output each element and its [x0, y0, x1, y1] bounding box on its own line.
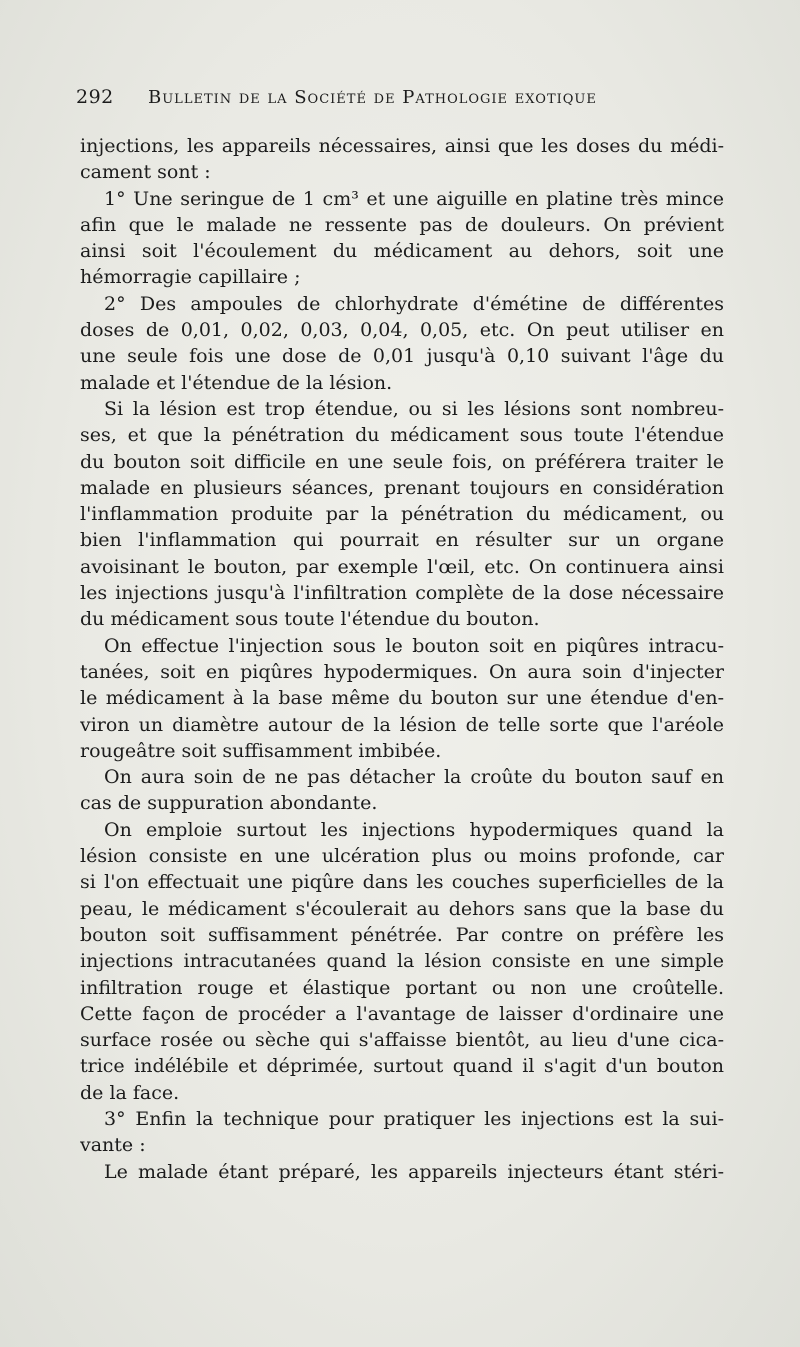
text-line: On effectue l'injection sous le bouton soit en piqûres intracu-	[104, 634, 724, 657]
text-line: cas de suppuration abondante.	[80, 792, 378, 815]
text-line: une seule fois une dose de 0,01 jusqu'à 0,10 suivant l'âge du	[80, 345, 724, 368]
text-line: cament sont :	[80, 161, 211, 184]
text-line: Si la lésion est trop étendue, ou si les lésions sont nombreu-	[104, 397, 724, 420]
text-line: afin que le malade ne ressente pas de douleurs. On prévient	[80, 213, 724, 236]
text-line: injections intracutanées quand la lésion consiste en une simple	[80, 950, 724, 973]
text-line: injections, les appareils nécessaires, ainsi que les doses du médi-	[80, 135, 724, 157]
page-header	[76, 86, 724, 116]
text-line: 1° Une seringue de 1 cm³ et une aiguille en platine très mince	[104, 187, 724, 210]
text-line: les injections jusqu'à l'infiltration complète de la dose nécessaire	[80, 582, 724, 605]
text-line: peau, le médicament s'écoulerait au dehors sans que la base du	[80, 897, 724, 920]
text-line: du médicament sous toute l'étendue du bouton.	[80, 608, 540, 631]
text-line: tanées, soit en piqûres hypodermiques. On aura soin d'injecter	[80, 660, 724, 683]
text-line: ainsi soit l'écoulement du médicament au dehors, soit une	[80, 240, 724, 263]
text-line: On emploie surtout les injections hypodermiques quand la	[104, 818, 724, 841]
text-line: hémorragie capillaire ;	[80, 266, 301, 289]
text-line: surface rosée ou sèche qui s'affaisse bientôt, au lieu d'une cica-	[80, 1029, 724, 1052]
text-line: avoisinant le bouton, par exemple l'œil, etc. On continuera ainsi	[80, 555, 724, 578]
text-line: du bouton soit difficile en une seule fois, on préférera traiter le	[80, 450, 724, 473]
text-line: On aura soin de ne pas détacher la croûte du bouton sauf en	[104, 766, 724, 789]
text-line: infiltration rouge et élastique portant ou non une croûtelle.	[80, 976, 724, 999]
text-line: rougeâtre soit suffisamment imbibée.	[80, 739, 442, 762]
text-line: lésion consiste en une ulcération plus ou moins profonde, car	[80, 845, 724, 868]
text-line: bien l'inflammation qui pourrait en résulter sur un organe	[80, 529, 724, 552]
text-line: Le malade étant préparé, les appareils injecteurs étant stéri-	[104, 1160, 724, 1183]
body-text	[80, 133, 724, 1185]
text-line: de la face.	[80, 1081, 180, 1104]
text-line: doses de 0,01, 0,02, 0,03, 0,04, 0,05, etc. On peut utiliser en	[80, 319, 724, 342]
text-line: bouton soit suffisamment pénétrée. Par contre on préfère les	[80, 923, 724, 946]
text-line: l'inflammation produite par la pénétration du médicament, ou	[80, 503, 724, 526]
text-line: Cette façon de procéder a l'avantage de laisser d'ordinaire une	[80, 1002, 724, 1025]
text-line: malade et l'étendue de la lésion.	[80, 371, 393, 394]
running-title: Bulletin de la Société de Pathologie exotique	[148, 87, 597, 108]
text-line: trice indélébile et déprimée, surtout quand il s'agit d'un bouton	[80, 1055, 724, 1078]
text-line: ses, et que la pénétration du médicament sous toute l'étendue	[80, 424, 724, 447]
text-line: malade en plusieurs séances, prenant toujours en considération	[80, 476, 724, 499]
text-line: le médicament à la base même du bouton sur une étendue d'en-	[80, 687, 724, 710]
text-line: 3° Enfin la technique pour pratiquer les injections est la sui-	[104, 1107, 724, 1130]
text-line: viron un diamètre autour de la lésion de telle sorte que l'aréole	[80, 713, 724, 736]
page-number: 292	[76, 86, 114, 108]
text-line: vante :	[80, 1134, 146, 1157]
text-line: si l'on effectuait une piqûre dans les couches superficielles de la	[80, 871, 724, 894]
text-line: 2° Des ampoules de chlorhydrate d'émétine de différentes	[104, 292, 724, 315]
